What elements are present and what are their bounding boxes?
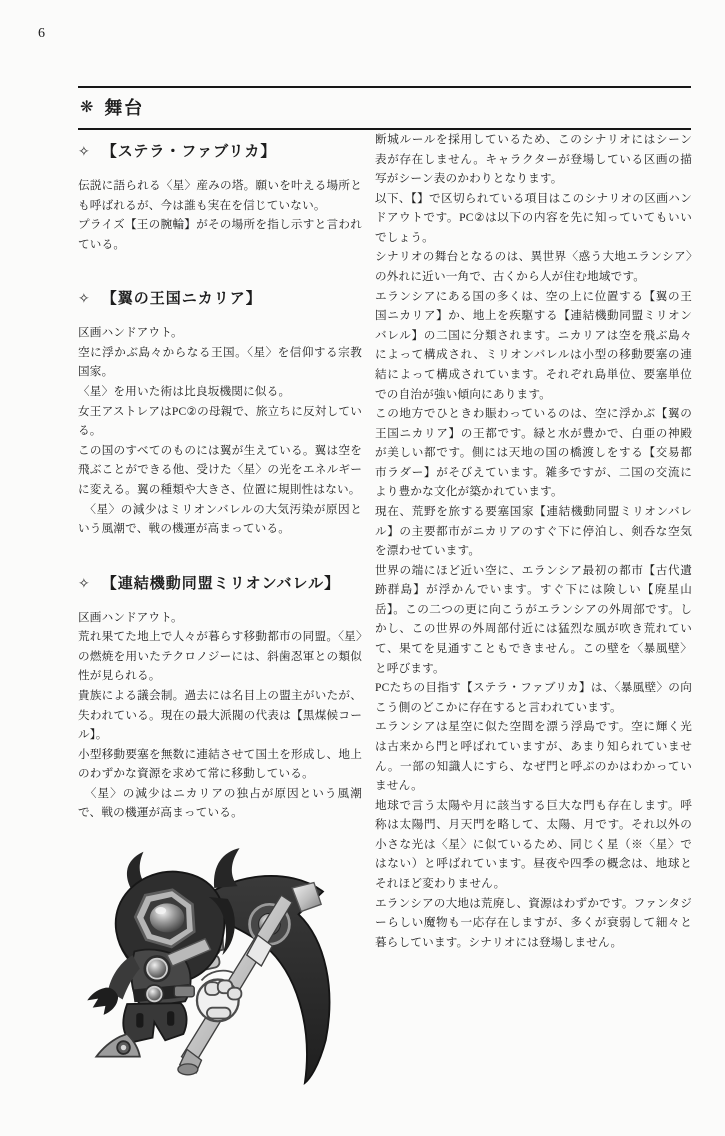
page-number: 6 [38,26,45,41]
asterisk-flower-icon: ❋ [80,99,96,116]
paragraph: この国のすべてのものには翼が生えている。翼は空を飛ぶことができる他、受けた〈星〉の光をエネルギーに変える。翼の種類や大きさ、位置に規則性はない。 [78,443,362,496]
sparkle-diamond-icon: ✧ [78,292,91,308]
paragraph: 〈星〉の減少はニカリアの独占が原因という風潮で、戦の機運が高まっている。 [78,786,362,820]
sparkle-diamond-icon: ✧ [78,145,91,160]
paragraph: シナリオの舞台となるのは、異世界〈惑う大地エランシア〉の外れに近い一角で、古くから人が住む地域です。 [375,250,692,284]
section-million-barrel [78,572,362,823]
paragraph: 貴族による議会制。過去には名目上の盟主がいたが、失われている。現在の最大派閥の代表は【黒煤候コール】。 [78,688,362,742]
section-kingdom-nicaria [78,287,362,538]
paragraph: 空に浮かぶ島々からなる王国。〈星〉を信仰する宗教国家。 [78,345,362,379]
paragraph: 世界の端にほど近い空に、エランシア最初の都市【古代遺跡群島】が浮かんでいます。すぐ下には険しい【廃星山岳】。この二つの更に向こうがエランシアの外周部です。しかし、この世界の外周部付近には猛烈な風が吹き荒れていて、果てを見通すこともできません。この壁を〈暴風壁〉と呼びます。 [375,563,692,675]
paragraph: この地方でひときわ賑わっているのは、空に浮かぶ【翼の王国ニカリア】の王都です。緑と水が豊かで、白亜の神殿が美しい都です。側には天地の国の橋渡しをする【交易都市ラダー】がそびえています。雑多ですが、二国の交流により豊かな文化が築かれています。 [375,407,692,499]
paragraph: エランシアの大地は荒廃し、資源はわずかです。ファンタジーらしい魔物も一応存在しますが、多くが衰弱して細々と暮らしています。シナリオには登場しません。 [375,896,692,949]
paragraph: 以下、【】で区切られている項目はこのシナリオの区画ハンドアウトです。PC②は以下の内容を先に知っていてもいいでしょう。 [375,191,692,244]
paragraph: PCたちの目指す【ステラ・ファブリカ】は、〈暴風壁〉の向こう側のどこかに存在すると言われています。 [375,681,692,714]
paragraph: 〈星〉を用いた術は比良坂機関に似る。 [78,385,291,399]
section-title: 【連結機動同盟ミリオンバレル】 [101,575,341,592]
right-column [375,130,692,1136]
section-title: 【翼の王国ニカリア】 [101,291,262,308]
paragraph: 女王アストレアはPC②の母親で、旅立ちに反対している。 [78,404,362,438]
section-heading [78,572,362,593]
section-heading [78,287,362,308]
paragraph: 伝説に語られる〈星〉産みの塔。願いを叶える場所とも呼ばれるが、今は誰も実在を信じていない。 [78,179,362,212]
two-column-body [78,130,692,1136]
paragraph: 断城ルールを採用しているため、このシナリオにはシーン表が存在しません。キャラクターが登場している区画の描写がシーン表のかわりとなります。 [375,133,692,186]
paragraph: 区画ハンドアウト。 [78,610,183,624]
paragraph: 区画ハンドアウト。 [78,326,183,340]
section-title: 【ステラ・ファブリカ】 [101,144,277,160]
sparkle-diamond-icon: ✧ [78,576,91,592]
paragraph: 荒れ果てた地上で人々が暮らす移動都市の同盟。〈星〉の燃焼を用いたテクロノジーには、斜歯忍軍との類似性が見られる。 [78,630,362,683]
chibi-pickaxe-character-illustration [80,839,352,1131]
paragraph: プライズ【王の腕輪】がその場所を指し示すと言われている。 [78,218,362,251]
paragraph: エランシアは星空に似た空間を漂う浮島です。空に輝く光は古来から門と呼ばれていますが、あまり知られていません。一部の知識人にすら、なぜ門と呼ぶのかはわかっていません。 [375,720,692,793]
section-header [78,86,691,130]
section-stella-fabrica [78,140,362,254]
section-heading [78,140,362,161]
paragraph: 現在、荒野を旅する要塞国家【連結機動同盟ミリオンバレル】の主要都市がニカリアのすぐ下に停泊し、剣呑な空気を漂わせています。 [375,504,692,558]
paragraph: 小型移動要塞を無数に連結させて国土を形成し、地上のわずかな資源を求めて常に移動している。 [78,747,362,781]
paragraph: エランシアにある国の多くは、空の上に位置する【翼の王国ニカリア】か、地上を疾駆する【連結機動同盟ミリオンバレル】の二国に分類されます。ニカリアは空を飛ぶ島々によって構成され、ミリオンバレルは小型の移動要塞の連結によって構成されています。それぞれ島単位、要塞単位での自治が強い傾向にあります。 [375,289,692,401]
left-column [78,130,362,1136]
page-title [78,88,691,128]
paragraph: 地球で言う太陽や月に該当する巨大な門も存在します。呼称は太陽門、月天門を略して、太陽、月です。それ以外の小さな光は〈星〉に似ているため、同じく星（※〈星〉ではない）と呼ばれています。昼夜や四季の概念は、地球とそれほど変わりません。 [375,798,692,890]
paragraph: 〈星〉の減少はミリオンバレルの大気汚染が原因という風潮で、戦の機運が高まっている。 [78,502,362,536]
page-title-text: 舞台 [104,98,145,118]
